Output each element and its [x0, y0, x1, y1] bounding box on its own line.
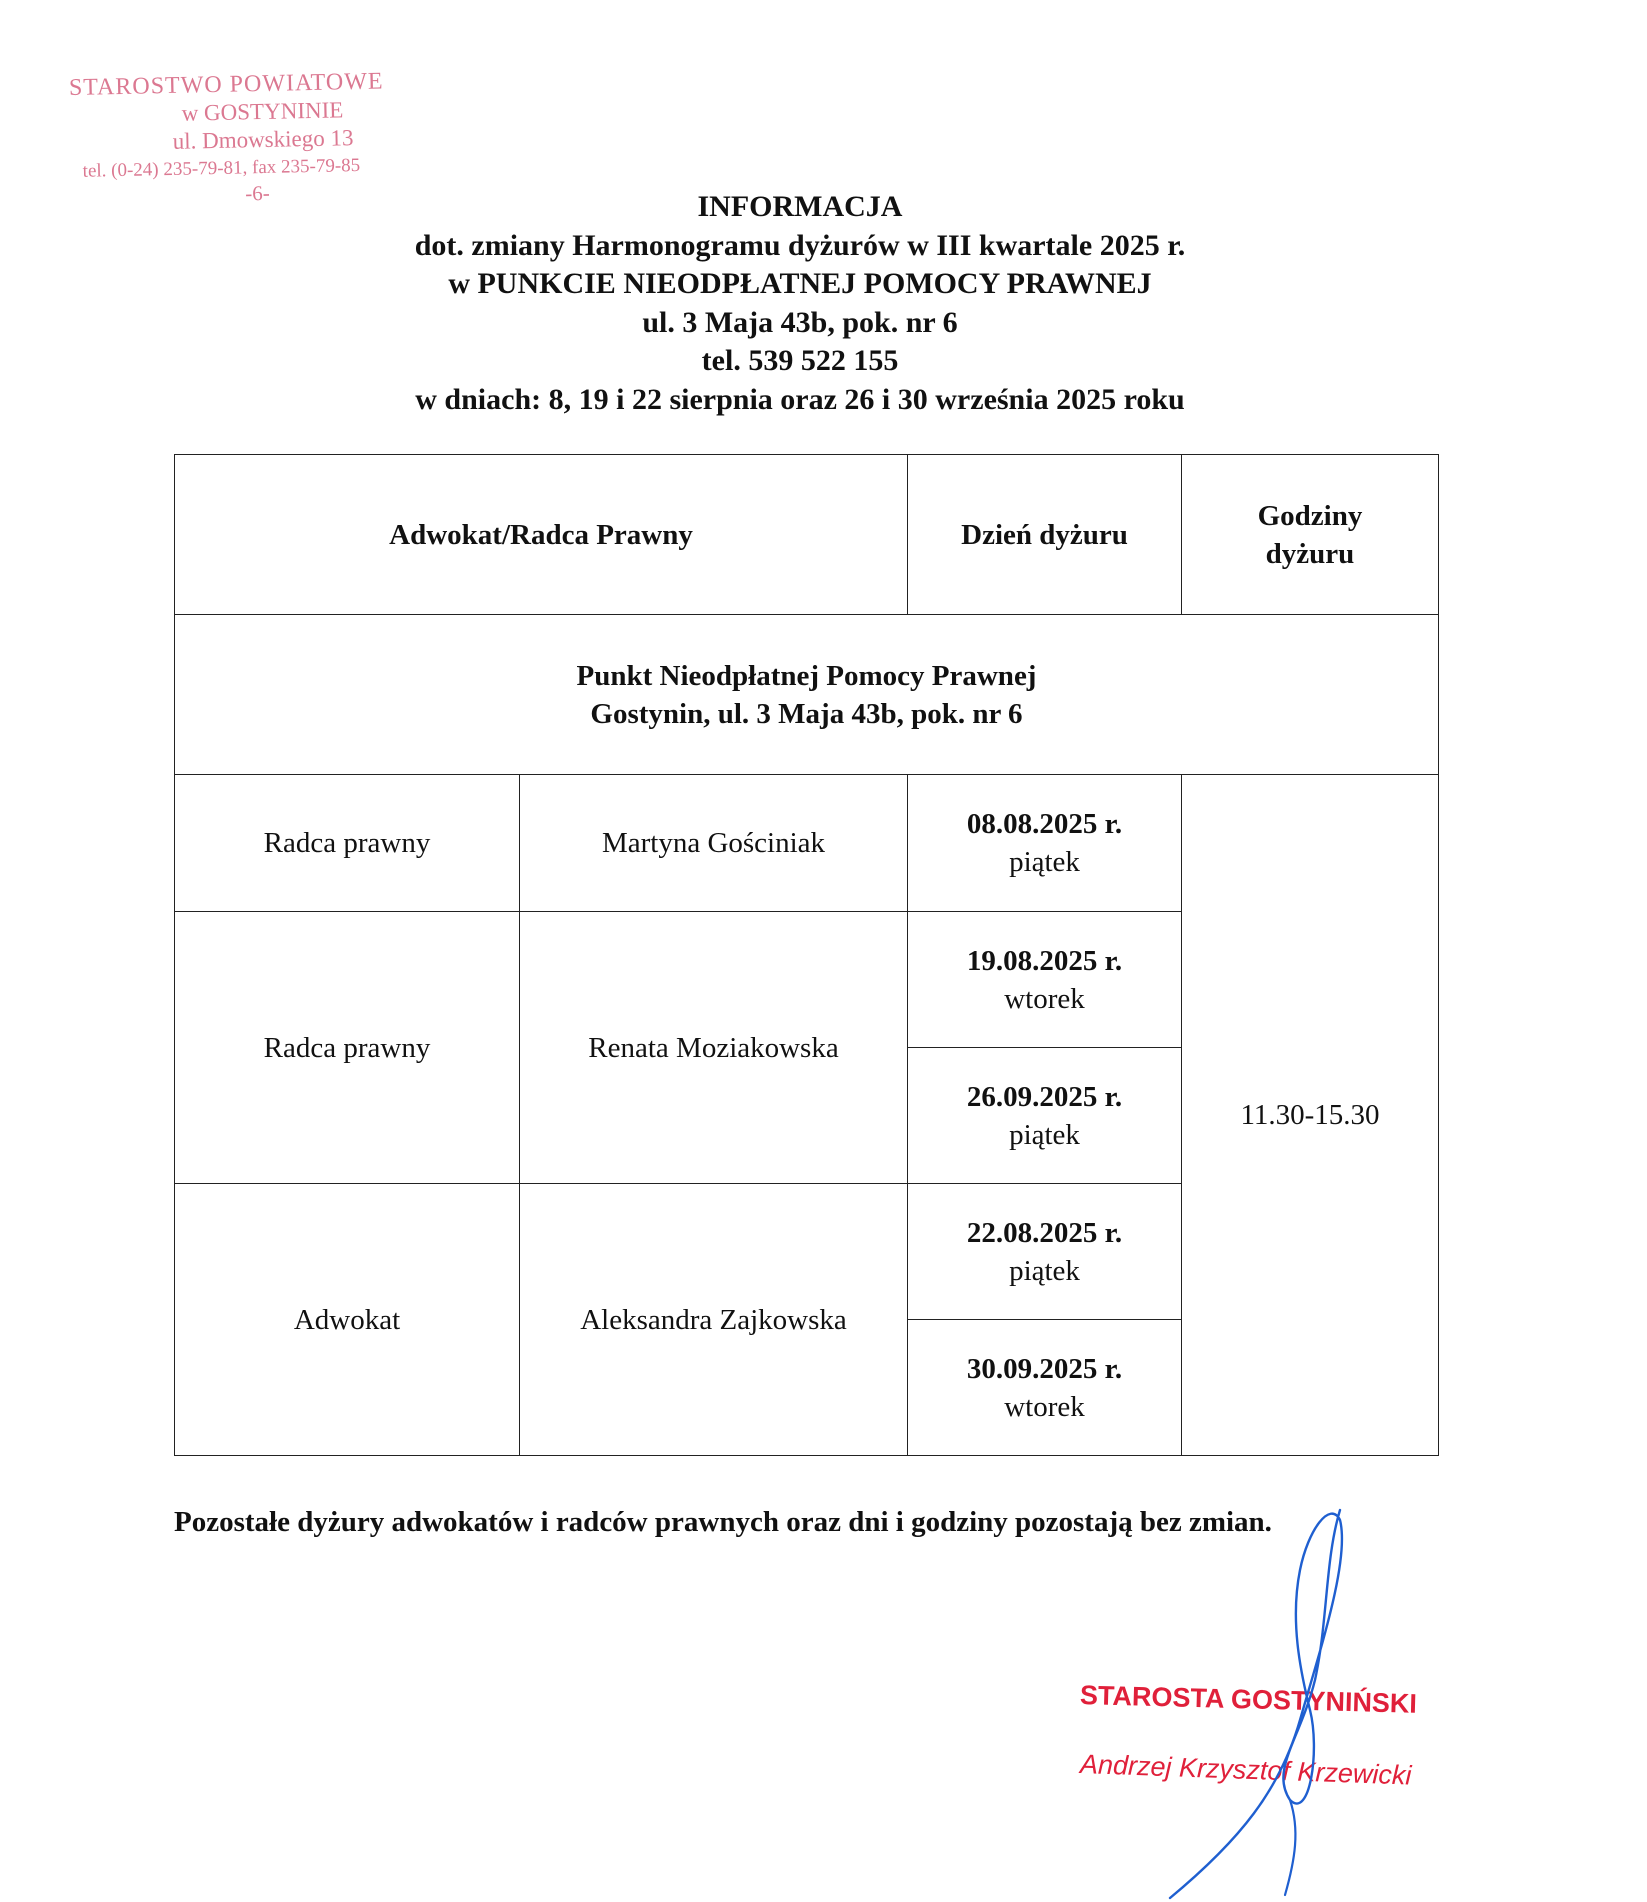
name-cell: Aleksandra Zajkowska — [520, 1184, 908, 1456]
date-cell — [908, 912, 1182, 1048]
header-line-1: dot. zmiany Harmonogramu dyżurów w III kwartale 2025 r. — [414, 228, 1186, 262]
signature-stroke — [1285, 1800, 1295, 1895]
date-cell — [908, 1320, 1182, 1456]
name-cell: Renata Moziakowska — [520, 912, 908, 1184]
name-cell: Martyna Gościniak — [520, 775, 908, 912]
weekday-value: piątek — [1009, 1118, 1080, 1151]
weekday-value: wtorek — [1004, 1390, 1085, 1423]
table-header-row — [175, 455, 1439, 615]
header-line-2: w PUNKCIE NIEODPŁATNEJ POMOCY PRAWNEJ — [448, 267, 1152, 300]
header-line-4: tel. 539 522 155 — [701, 344, 899, 377]
section-cell — [175, 615, 1439, 775]
role-cell: Radca prawny — [175, 912, 520, 1184]
date-value: 26.09.2025 r. — [966, 1080, 1123, 1113]
role-cell: Adwokat — [175, 1184, 520, 1456]
section-line-1: Punkt Nieodpłatnej Pomocy Prawnej — [576, 659, 1037, 692]
weekday-value: wtorek — [1004, 982, 1085, 1015]
date-cell — [908, 1048, 1182, 1184]
header-hours — [1182, 455, 1439, 615]
date-value: 19.08.2025 r. — [966, 944, 1123, 977]
date-cell — [908, 775, 1182, 912]
date-value: 22.08.2025 r. — [966, 1216, 1123, 1249]
date-value: 30.09.2025 r. — [966, 1352, 1123, 1385]
header-hours-line-1: Godziny — [1257, 499, 1363, 532]
schedule-table — [174, 454, 1439, 1456]
signature-stroke — [1170, 1510, 1342, 1898]
date-cell — [908, 1184, 1182, 1320]
footer-note: Pozostałe dyżury adwokatów i radców prawnych oraz dni i godziny pozostają bez zmian. — [174, 1506, 1272, 1538]
header-hours-line-2: dyżuru — [1265, 537, 1355, 570]
weekday-value: piątek — [1009, 1254, 1080, 1287]
header-line-3: ul. 3 Maja 43b, pok. nr 6 — [642, 305, 958, 339]
hours-cell: 11.30-15.30 — [1182, 775, 1439, 1456]
office-stamp — [67, 66, 460, 208]
header-day: Dzień dyżuru — [908, 455, 1182, 615]
role-cell: Radca prawny — [175, 775, 520, 912]
stamp-line-4: tel. (0-24) 235-79-81, fax 235-79-85 — [82, 154, 361, 182]
table-row — [175, 775, 1439, 912]
header-line-5: w dniach: 8, 19 i 22 sierpnia oraz 26 i 30 września 2025 roku — [415, 382, 1185, 416]
stamp-line-5: -6- — [244, 180, 270, 206]
document-title: INFORMACJA — [697, 190, 903, 223]
stamp-line-2: w GOSTYNINIE — [181, 97, 344, 126]
document-header — [300, 188, 1300, 419]
weekday-value: piątek — [1009, 846, 1080, 878]
stamp-line-1: STAROSTWO POWIATOWE — [68, 68, 384, 102]
handwritten-signature — [1150, 1500, 1410, 1900]
date-value: 08.08.2025 r. — [966, 808, 1123, 840]
header-person: Adwokat/Radca Prawny — [175, 455, 908, 615]
signature-name: Andrzej Krzysztof Krzewicki — [1079, 1749, 1412, 1791]
section-row — [175, 615, 1439, 775]
stamp-line-3: ul. Dmowskiego 13 — [172, 125, 354, 154]
signature-title: STAROSTA GOSTYNIŃSKI — [1079, 1680, 1418, 1719]
section-line-2: Gostynin, ul. 3 Maja 43b, pok. nr 6 — [590, 697, 1023, 730]
